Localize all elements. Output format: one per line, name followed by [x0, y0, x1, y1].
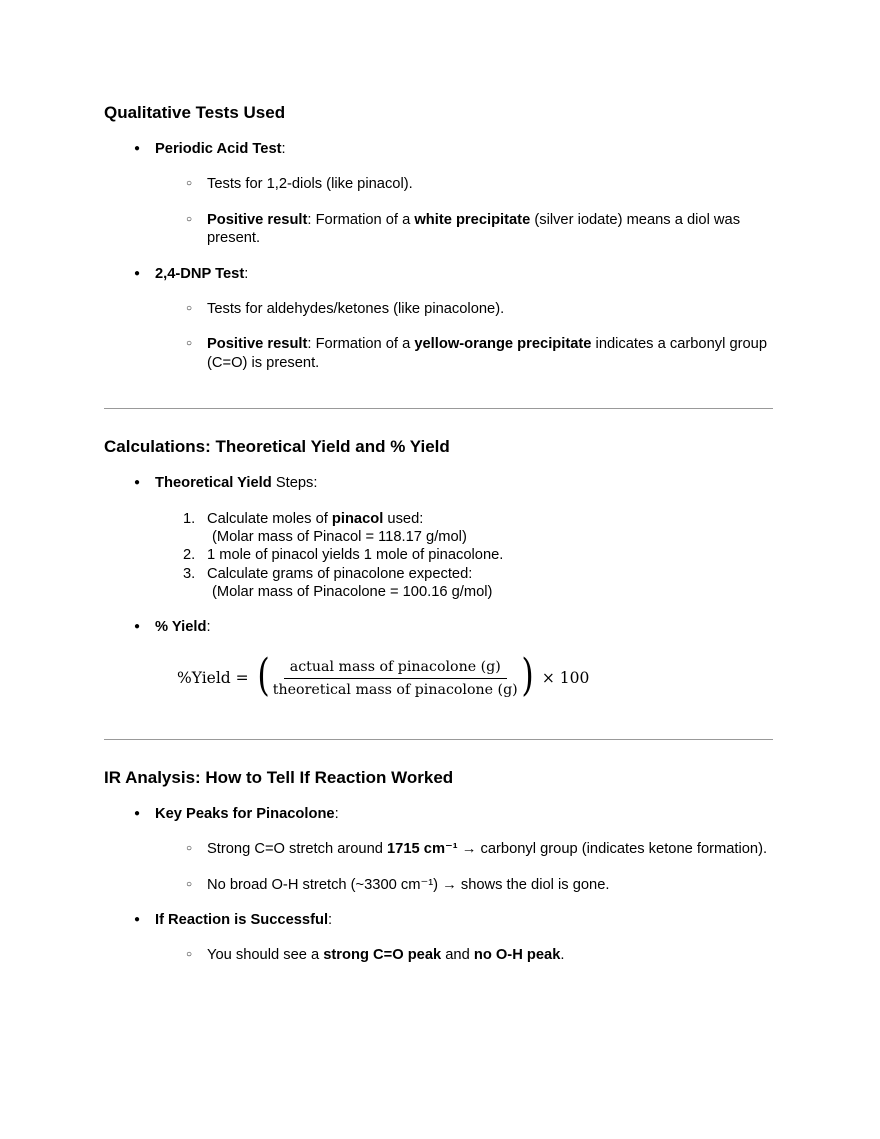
step-number: 3. — [183, 565, 196, 582]
sub-bullet-dnp-description — [186, 300, 773, 318]
formula-close-paren: ) — [521, 649, 534, 701]
formula-denominator: theoretical mass of pinacolone (g) — [272, 681, 518, 698]
bullet-text: If Reaction is Successful: — [155, 912, 333, 929]
sub-bullet-success-description — [186, 946, 773, 964]
section-calculations — [104, 436, 773, 703]
bullet-circle-icon: ○ — [186, 949, 193, 961]
bullet-circle-icon: ○ — [186, 338, 193, 350]
step-number: 2. — [183, 547, 196, 564]
step-text — [207, 546, 773, 564]
section-qualitative-tests — [104, 102, 773, 372]
sub-bullet-periodic-acid-positive-result — [186, 211, 773, 248]
formula-fraction — [273, 659, 518, 698]
bullet-text: 2,4-DNP Test: — [155, 265, 249, 282]
sub-bullet-periodic-acid-description — [186, 175, 773, 193]
bullet-disc-icon: ● — [134, 143, 141, 155]
sub-bullet-dnp-positive-result — [186, 335, 773, 372]
sub-bullet-text: No broad O-H stretch (~3300 cm⁻¹) → shows the diol is gone. — [207, 876, 610, 893]
section-divider — [104, 739, 773, 740]
sub-bullet-text: Strong C=O stretch around 1715 cm⁻¹ → carbonyl group (indicates ketone formation). — [207, 841, 768, 858]
step-item-3 — [183, 565, 773, 602]
sub-bullet-text: Tests for aldehydes/ketones (like pinacolone). — [207, 300, 505, 317]
bullet-item-percent-yield — [134, 618, 773, 636]
bullet-circle-icon: ○ — [186, 878, 193, 890]
theoretical-yield-steps-list — [104, 510, 773, 602]
bullet-item-periodic-acid-test — [134, 140, 773, 158]
step-text — [207, 510, 773, 547]
bullet-item-reaction-successful — [134, 911, 773, 929]
formula-numerator: actual mass of pinacolone (g) — [284, 659, 507, 679]
step-line: 1 mole of pinacol yields 1 mole of pinacolone. — [207, 547, 504, 564]
formula-rhs: × 100 — [541, 669, 590, 688]
bullet-item-dnp-test — [134, 265, 773, 283]
bullet-item-theoretical-yield-steps — [134, 474, 773, 492]
section-heading-calculations: Calculations: Theoretical Yield and % Yield — [104, 437, 450, 457]
step-item-1 — [183, 510, 773, 547]
sub-bullet-text: Positive result: Formation of a white precipitate (silver iodate) means a diol was present. — [207, 211, 741, 247]
section-heading-ir-analysis: IR Analysis: How to Tell If Reaction Worked — [104, 767, 454, 787]
sub-bullet-text: Positive result: Formation of a yellow-orange precipitate indicates a carbonyl group (C=O) is present. — [207, 336, 768, 371]
bullet-text: % Yield: — [155, 619, 211, 636]
bullet-disc-icon: ● — [134, 477, 141, 489]
bullet-text: Theoretical Yield Steps: — [155, 475, 318, 492]
step-line: Calculate moles of pinacol used: — [207, 510, 424, 527]
bullet-text: Key Peaks for Pinacolone: — [155, 805, 339, 822]
step-number: 1. — [183, 510, 196, 527]
step-line-continuation: (Molar mass of Pinacolone = 100.16 g/mol) — [212, 584, 493, 601]
sub-bullet-oh-stretch — [186, 876, 773, 894]
sub-bullet-co-stretch — [186, 840, 773, 858]
sub-bullet-text: You should see a strong C=O peak and no O-H peak. — [207, 947, 565, 964]
bullet-item-key-peaks — [134, 805, 773, 823]
sub-bullet-text: Tests for 1,2-diols (like pinacol). — [207, 176, 413, 193]
step-item-2 — [183, 546, 773, 564]
step-line: Calculate grams of pinacolone expected: — [207, 565, 473, 582]
section-ir-analysis — [104, 767, 773, 965]
bullet-circle-icon: ○ — [186, 213, 193, 225]
step-text — [207, 565, 773, 602]
percent-yield-formula — [177, 649, 773, 703]
bullet-text: Periodic Acid Test: — [155, 141, 286, 158]
bullet-disc-icon: ● — [134, 621, 141, 633]
bullet-disc-icon: ● — [134, 267, 141, 279]
section-divider — [104, 408, 773, 409]
formula-lhs: %Yield = — [177, 669, 249, 688]
step-line-continuation: (Molar mass of Pinacol = 118.17 g/mol) — [212, 528, 467, 545]
bullet-disc-icon: ● — [134, 807, 141, 819]
bullet-circle-icon: ○ — [186, 843, 193, 855]
formula-open-paren: ( — [257, 649, 270, 701]
section-heading-qualitative: Qualitative Tests Used — [104, 103, 286, 122]
bullet-circle-icon: ○ — [186, 302, 193, 314]
bullet-circle-icon: ○ — [186, 178, 193, 190]
bullet-disc-icon: ● — [134, 914, 141, 926]
